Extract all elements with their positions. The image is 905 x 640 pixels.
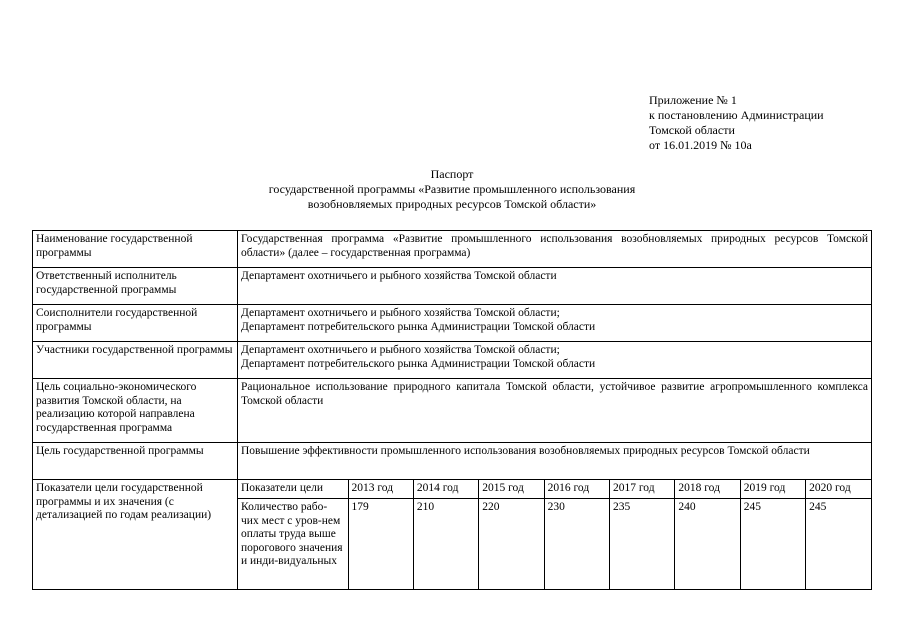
indicator-value: 230 [544, 499, 609, 589]
title-line: возобновляемых природных ресурсов Томской области» [307, 197, 597, 211]
indicator-value: 235 [610, 499, 675, 589]
title-line: государственной программы «Развитие промышленного использования [268, 182, 636, 196]
indicator-name: Количество рабо-чих мест с уров-нем оплаты труда выше порогового значения и инди-видуальных [238, 499, 348, 589]
row-label: Соисполнители государственной программы [33, 305, 238, 342]
appendix-line: Томской области [649, 123, 735, 137]
indicators-cell [238, 480, 872, 590]
value-line: Департамент потребительского рынка Администрации Томской области [241, 357, 596, 370]
year-header: 2014 год [413, 480, 478, 499]
row-value [238, 305, 872, 342]
year-header: 2016 год [544, 480, 609, 499]
row-value: Государственная программа «Развитие промышленного использования возобновляемых природных ресурсов Томской области» (далее – государственная программа) [238, 231, 872, 268]
year-header: 2020 год [806, 480, 871, 499]
table-row [33, 443, 872, 480]
value-line: Департамент охотничьего и рыбного хозяйства Томской области; [241, 307, 560, 319]
value-line: Департамент потребительского рынка Администрации Томской области [241, 320, 596, 333]
year-header: 2017 год [610, 480, 675, 499]
indicator-value: 179 [348, 499, 413, 589]
table-row [33, 268, 872, 305]
indicator-value: 240 [675, 499, 740, 589]
row-label: Ответственный исполнитель государственной программы [33, 268, 238, 305]
appendix-block [649, 93, 824, 153]
row-label: Участники государственной программы [33, 342, 238, 379]
indicator-value: 210 [413, 499, 478, 589]
indicator-value: 220 [479, 499, 544, 589]
indicator-header: Показатели цели [238, 480, 348, 499]
indicators-header-row [238, 480, 871, 499]
table-row [33, 342, 872, 379]
table-row [33, 480, 872, 590]
row-label: Цель государственной программы [33, 443, 238, 480]
row-label: Показатели цели государственной программы и их значения (с детализацией по годам реализации) [33, 480, 238, 590]
row-value: Рациональное использование природного капитала Томской области, устойчивое развитие агропромышленного комплекса Томской области [238, 379, 872, 443]
row-label: Цель социально-экономического развития Томской области, на реализацию которой направлена государственная программа [33, 379, 238, 443]
indicator-value: 245 [740, 499, 805, 589]
year-header: 2019 год [740, 480, 805, 499]
title-line: Паспорт [430, 167, 474, 181]
row-value [238, 342, 872, 379]
table-row [33, 231, 872, 268]
row-value: Повышение эффективности промышленного использования возобновляемых природных ресурсов Томской области [238, 443, 872, 480]
year-header: 2018 год [675, 480, 740, 499]
indicators-table [238, 480, 871, 589]
year-header: 2015 год [479, 480, 544, 499]
table-row [33, 379, 872, 443]
value-line: Департамент охотничьего и рыбного хозяйства Томской области; [241, 344, 560, 356]
row-label: Наименование государственной программы [33, 231, 238, 268]
table-row [33, 305, 872, 342]
year-header: 2013 год [348, 480, 413, 499]
passport-table [32, 230, 872, 590]
appendix-line: Приложение № 1 [649, 93, 737, 107]
indicator-row [238, 499, 871, 589]
document-title [232, 167, 672, 212]
row-value: Департамент охотничьего и рыбного хозяйства Томской области [238, 268, 872, 305]
appendix-line: к постановлению Администрации [649, 108, 824, 122]
indicator-value: 245 [806, 499, 871, 589]
appendix-line: от 16.01.2019 № 10а [649, 138, 752, 152]
